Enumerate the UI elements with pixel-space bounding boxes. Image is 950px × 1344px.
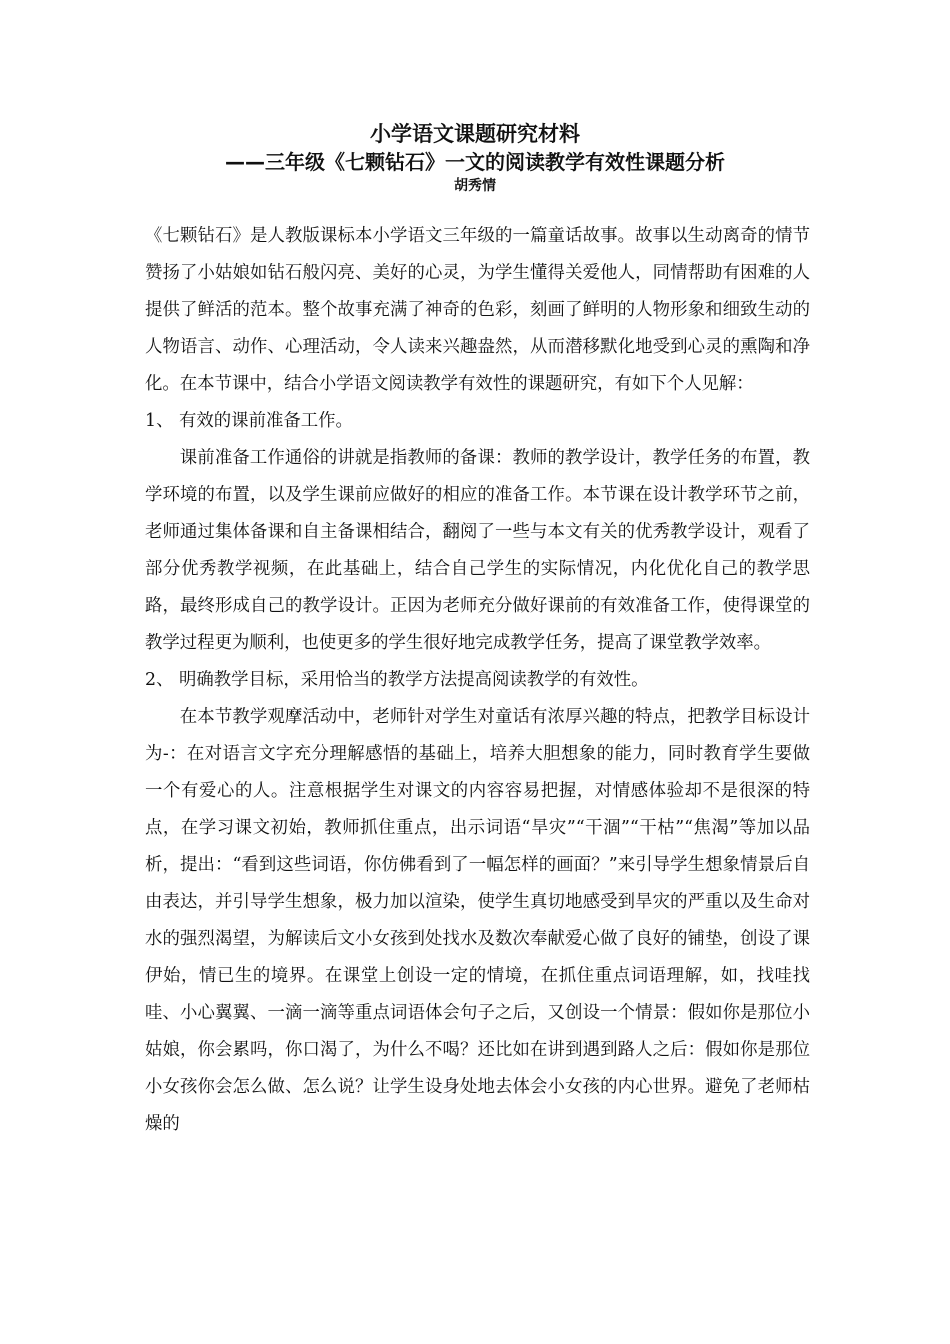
section-1-paragraph: 课前准备工作通俗的讲就是指教师的备课：教师的教学设计，教学任务的布置，教学环境的布置，以及学生课前应做好的相应的准备工作。本节课在设计教学环节之前，老师通过集体备课和自主备课相结合，翻阅了一些与本文有关的优秀教学设计，观看了部分优秀教学视频，在此基础上，结合自己学生的实际情况，内化优化自己的教学思路，最终形成自己的教学设计。正因为老师充分做好课前的有效准备工作，使得课堂的教学过程更为顺利，也使更多的学生很好地完成教学任务，提高了课堂教学效率。 — [145, 448, 810, 653]
document-subtitle: ——三年级《七颗钻石》一文的阅读教学有效性课题分析 — [225, 150, 725, 174]
section-2-number: 2、 — [145, 670, 174, 690]
document-body — [145, 218, 810, 1143]
section-1-number: 1、 — [145, 411, 174, 431]
document-title: 小学语文课题研究材料 — [370, 122, 580, 146]
intro-paragraph: 《七颗钻石》是人教版课标本小学语文三年级的一篇童话故事。故事以生动离奇的情节赞扬了小姑娘如钻石般闪亮、美好的心灵，为学生懂得关爱他人，同情帮助有困难的人提供了鲜活的范本。整个故事充满了神奇的色彩，刻画了鲜明的人物形象和细致生动的人物语言、动作、心理活动，令人读来兴趣盎然，从而潜移默化地受到心灵的熏陶和净化。在本节课中，结合小学语文阅读教学有效性的课题研究，有如下个人见解： — [145, 226, 810, 394]
section-1-heading-text: 有效的课前准备工作。 — [179, 411, 353, 431]
title-block — [0, 120, 950, 196]
section-2-paragraph: 在本节教学观摩活动中，老师针对学生对童话有浓厚兴趣的特点，把教学目标设计为-：在对语言文字充分理解感悟的基础上，培养大胆想象的能力，同时教育学生要做一个有爱心的人。注意根据学生对课文的内容容易把握，对情感体验却不是很深的特点，在学习课文初始，教师抓住重点，出示词语“旱灾”“干涸”“干枯”“焦渴”等加以品析，提出：“看到这些词语，你仿佛看到了一幅怎样的画面？”来引导学生想象情景后自由表达，并引导学生想象，极力加以渲染，使学生真切地感受到旱灾的严重以及生命对水的强烈渴望，为解读后文小女孩到处找水及数次奉献爱心做了良好的铺垫，创设了课伊始，情已生的境界。在课堂上创设一定的情境，在抓住重点词语理解，如，找哇找哇、小心翼翼、一滴一滴等重点词语体会句子之后，又创设一个情景：假如你是那位小姑娘，你会累吗，你口渴了，为什么不喝？还比如在讲到遇到路人之后：假如你是那位小女孩你会怎么做、怎么说？让学生设身处地去体会小女孩的内心世界。避免了老师枯燥的 — [145, 707, 810, 1134]
section-1-heading — [145, 403, 810, 440]
section-2-heading — [145, 662, 810, 699]
document-author: 胡秀情 — [454, 178, 496, 194]
section-2-heading-text: 明确教学目标，采用恰当的教学方法提高阅读教学的有效性。 — [179, 670, 649, 690]
